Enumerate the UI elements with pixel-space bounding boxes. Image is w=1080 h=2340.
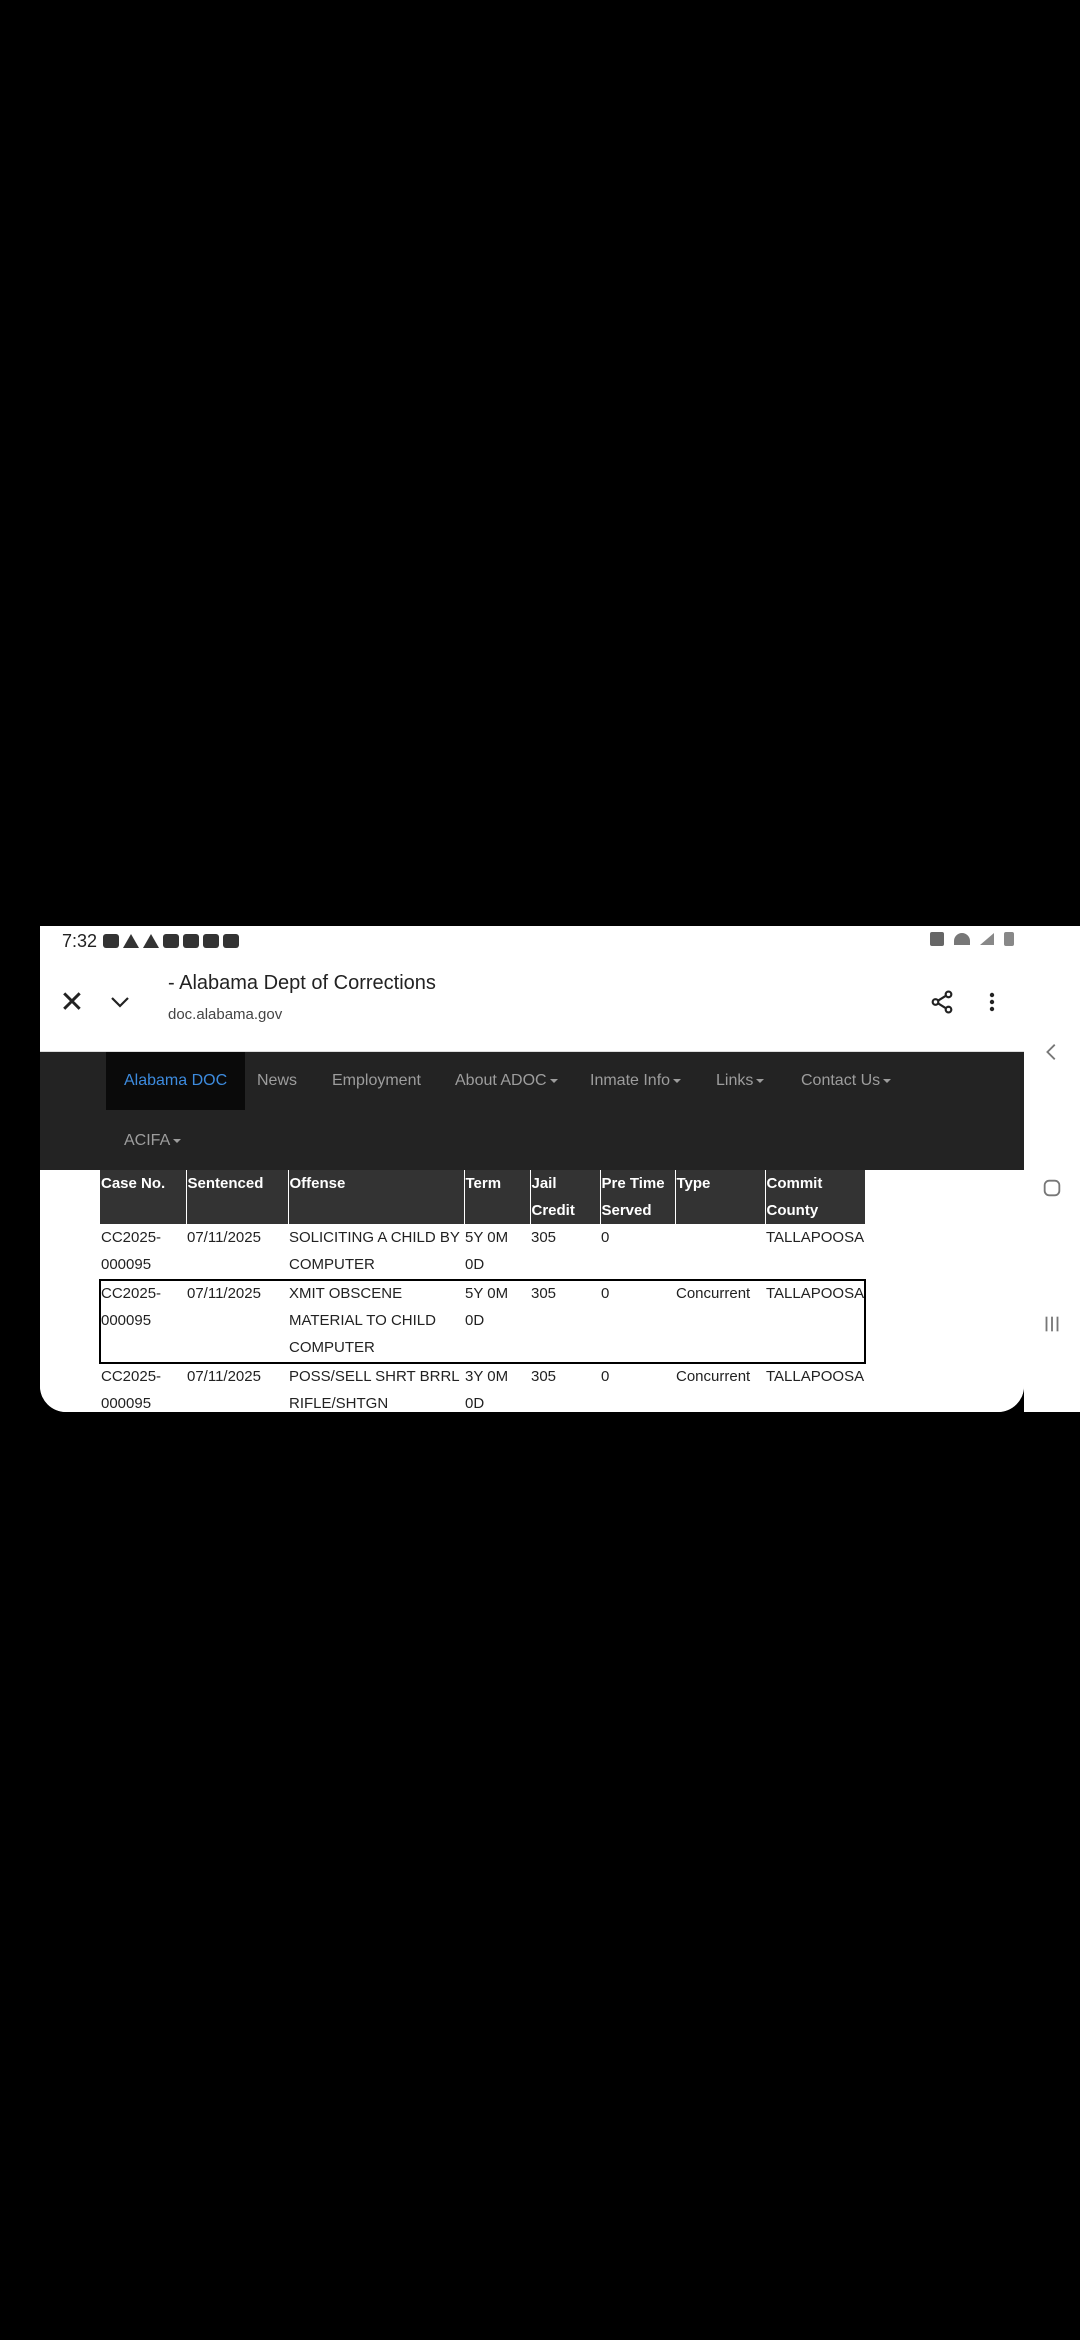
nav-label: ACIFA (124, 1132, 171, 1149)
back-icon[interactable] (1034, 1034, 1070, 1070)
status-bar (40, 926, 1024, 956)
nav-label: Alabama DOC (124, 1072, 228, 1089)
warning-icon (143, 934, 159, 948)
nav-item-employment[interactable] (332, 1052, 421, 1110)
column-header-sentenced (186, 1170, 288, 1224)
cell-case: CC2025- 000095 (101, 1368, 162, 1412)
nav-label: Inmate Info (590, 1072, 671, 1089)
cell-case: CC2025- 000095 (101, 1229, 162, 1273)
more-vert-icon[interactable] (972, 982, 1012, 1022)
cell-county: TALLAPOOSA (766, 1285, 865, 1302)
header-label: Credit (531, 1202, 575, 1219)
signal-icon (980, 933, 994, 945)
system-status-icons (930, 932, 1014, 946)
nav-item-links[interactable] (716, 1052, 764, 1110)
nav-item-inmate-info[interactable] (590, 1052, 681, 1110)
cell-pre-time: 0 (601, 1285, 610, 1302)
cell-case: CC2025- 000095 (101, 1285, 162, 1329)
youtube-notification-icon (203, 934, 219, 948)
cell-type: Concurrent (676, 1368, 751, 1385)
nav-item-contact-us[interactable] (801, 1052, 891, 1110)
status-time: 7:32 (62, 930, 98, 951)
home-icon[interactable] (1034, 1170, 1070, 1206)
cell-sentenced: 07/11/2025 (187, 1229, 261, 1246)
header-label: Type (676, 1175, 711, 1192)
recents-icon[interactable] (1034, 1306, 1070, 1342)
sentence-table (100, 1170, 865, 1412)
cell-county: TALLAPOOSA (766, 1229, 865, 1246)
cell-sentenced: 07/11/2025 (187, 1368, 261, 1385)
wifi-icon (954, 933, 970, 945)
column-header-term (464, 1170, 530, 1224)
caret-down-icon (673, 1079, 681, 1083)
youtube-notification-icon (183, 934, 199, 948)
header-label: Jail (531, 1175, 557, 1192)
close-icon[interactable]: ✕ (59, 985, 85, 1019)
header-label: Pre Time (601, 1175, 665, 1192)
caret-down-icon (550, 1079, 558, 1083)
image-notification-icon (163, 934, 179, 948)
nav-item-news[interactable] (257, 1052, 297, 1110)
cell-jail-credit: 305 (531, 1368, 557, 1385)
page-content (40, 1170, 1024, 1412)
notification-icons (103, 934, 239, 948)
warning-icon (123, 934, 139, 948)
cell-jail-credit: 305 (531, 1229, 557, 1246)
column-header-type (675, 1170, 765, 1224)
nav-label: Links (716, 1072, 754, 1089)
cell-jail-credit: 305 (531, 1285, 557, 1302)
column-header-pre-time-served (600, 1170, 675, 1224)
header-label: Sentenced (187, 1175, 264, 1192)
caret-down-icon (173, 1139, 181, 1143)
cell-term: 5Y 0M 0D (465, 1285, 509, 1329)
page-title: - Alabama Dept of Corrections (168, 972, 436, 994)
chevron-down-icon[interactable] (100, 982, 140, 1022)
cell-term: 5Y 0M 0D (465, 1229, 509, 1273)
cell-term: 3Y 0M 0D (465, 1368, 509, 1412)
nav-label: Contact Us (801, 1072, 881, 1089)
header-label: Case No. (101, 1175, 166, 1192)
table-row (100, 1224, 865, 1280)
cell-offense: XMIT OBSCENE MATERIAL TO CHILD COMPUTER (289, 1285, 436, 1356)
nav-item-acifa[interactable] (124, 1112, 181, 1170)
system-nav-bar (1024, 926, 1080, 1412)
cell-offense: SOLICITING A CHILD BY COMPUTER (289, 1229, 460, 1273)
caret-down-icon (756, 1079, 764, 1083)
header-label: Term (465, 1175, 502, 1192)
battery-icon (1004, 932, 1014, 946)
header-label: Served (601, 1202, 652, 1219)
cell-type (675, 1224, 765, 1280)
cell-offense: POSS/SELL SHRT BRRL RIFLE/SHTGN (289, 1368, 460, 1412)
nav-label: Employment (332, 1072, 421, 1089)
column-header-jail-credit (530, 1170, 600, 1224)
nav-label: News (257, 1072, 298, 1089)
share-icon[interactable] (922, 982, 962, 1022)
caret-down-icon (883, 1079, 891, 1083)
youtube-notification-icon (223, 934, 239, 948)
column-header-case (100, 1170, 186, 1224)
column-header-commit-county (765, 1170, 865, 1224)
table-row (100, 1280, 865, 1363)
cell-type: Concurrent (676, 1285, 751, 1302)
header-label: Offense (289, 1175, 346, 1192)
cell-sentenced: 07/11/2025 (187, 1285, 261, 1302)
custom-tab-toolbar (40, 956, 1024, 1052)
nav-label: About ADOC (455, 1072, 547, 1089)
browser-window (40, 926, 1024, 1412)
page-url: doc.alabama.gov (168, 1006, 283, 1023)
nav-item-alabama-doc[interactable] (106, 1052, 245, 1110)
header-label: County (766, 1202, 819, 1219)
cell-pre-time: 0 (601, 1229, 610, 1246)
table-row (100, 1363, 865, 1412)
cell-county: TALLAPOOSA (766, 1368, 865, 1385)
cell-pre-time: 0 (601, 1368, 610, 1385)
column-header-offense (288, 1170, 464, 1224)
youtube-notification-icon (103, 934, 119, 948)
mute-icon (930, 932, 944, 946)
header-label: Commit (766, 1175, 823, 1192)
site-navbar (40, 1052, 1024, 1170)
nav-item-about-adoc[interactable] (455, 1052, 558, 1110)
